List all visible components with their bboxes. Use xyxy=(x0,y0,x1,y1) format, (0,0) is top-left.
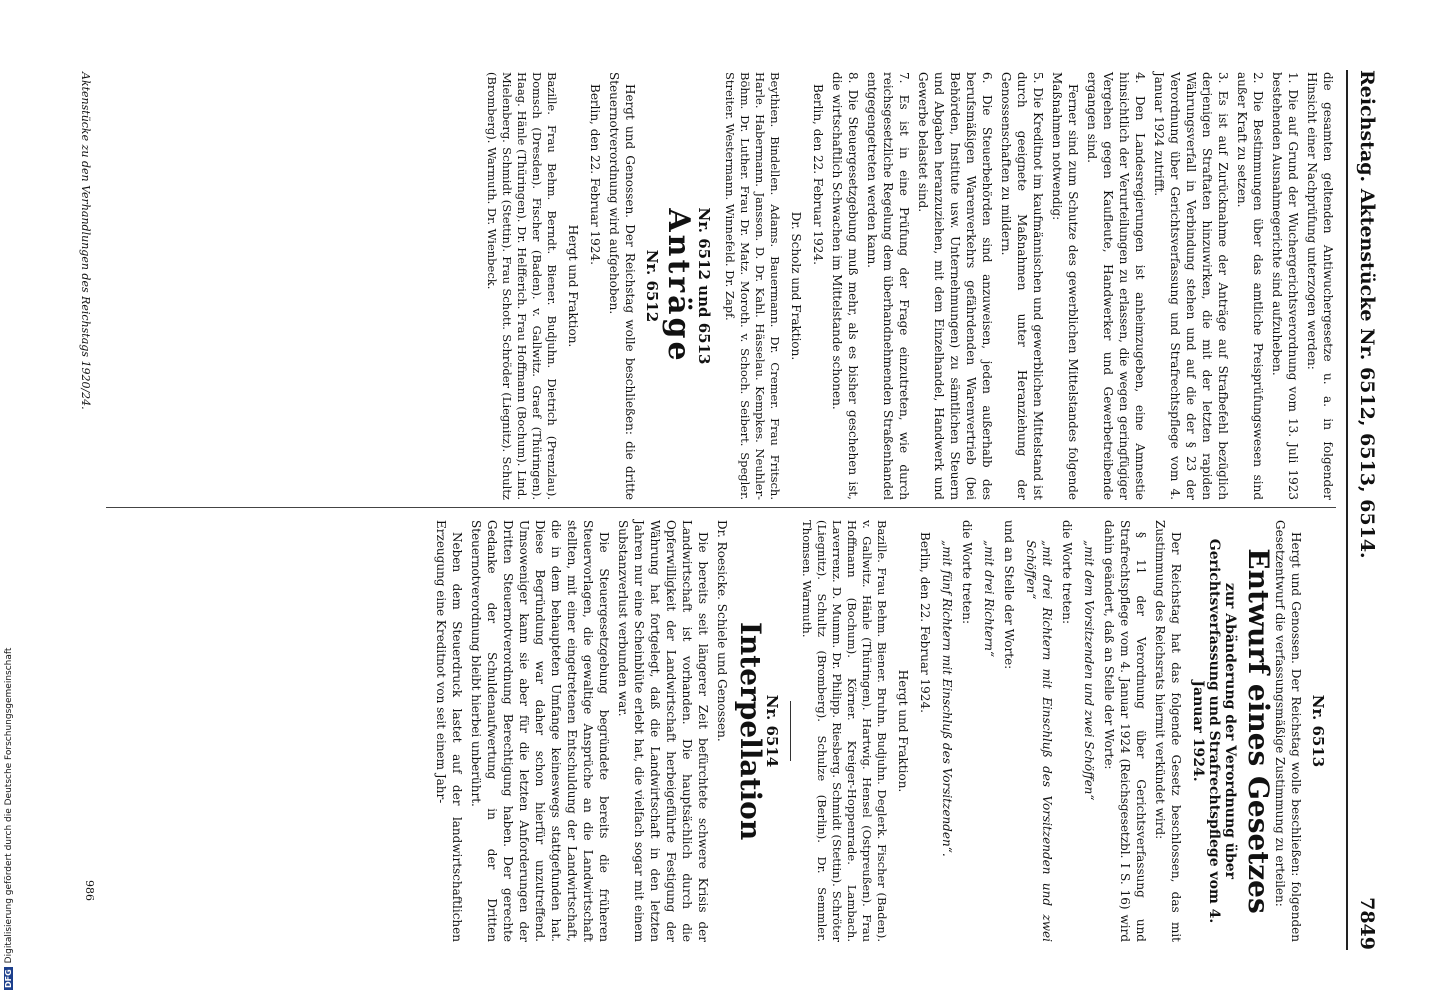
paragraph: Der Reichstag hat das folgende Gesetz beschlossen, das mit Zustimmung des Reichsrats hiermit verkündet wird: xyxy=(1153,520,1183,942)
page-footer: Aktenstücke zu den Verhandlungen des Reichstags 1920/24. xyxy=(79,72,92,410)
list-item: 4. Den Landesregierungen ist anheimzugeben, eine Amnestie hinsichtlich der Verurteilungen zu erlassen, die wegen geringfügiger Vergehen gegen Kaufleute, Handwerker und Gewerbetreibende ergangen sind. xyxy=(1085,72,1147,500)
signatories: Beythien. Bindellen. Adams. Bauermann. Dr. Cremer. Frau Fritsch. Harle. Habermann. Jansson. D. Dr. Kahl. Hässelau. Kempkes. Neuhler-Böhm. Dr. Luther. Frau Dr. Matz. Moroth. v. Schoch. Seibert. Spegler. Streiter. Westermann. Winnefeld. Dr. Zapf. xyxy=(723,72,782,500)
list-item: 6. Die Steuerbehörden sind anzuweisen, jeden außerhalb des berufsmäßigen Warenverkehrs gefährdenden Warenvertrieb (bei Behörden, Institute usw. Unternehmungen) zu sämtlichen Steuern und Abgaben heranzuziehen, mit dem Einzelhandel, Handwerk und Gewerbe belastet sind. xyxy=(916,72,994,500)
quote: „mit dem Vorsitzenden und zwei Schöffen“ xyxy=(1082,540,1096,801)
list-item: 3. Es ist auf Zurücknahme der Anträge auf Strafbefehl bezüglich derjenigen Straftaten hinzuwirken, die mit der letzten rapiden Währungsverfall in Verbindung stehen und auf die der § 23 der Verordnung über Gerichtsverfassung und Strafrechtspflege vom 4. Januar 1924 zutrifft. xyxy=(1152,72,1230,500)
divider-rule xyxy=(790,701,791,761)
paragraph: Ferner sind zum Schutze des gewerblichen Mittelstandes folgende Maßnahmen notwendig: xyxy=(1050,72,1080,500)
signature-heading: Dr. Scholz und Fraktion. xyxy=(789,211,803,361)
date-line: Berlin, den 22. Februar 1924. xyxy=(811,84,825,265)
section-title: Entwurf eines Gesetzes xyxy=(1242,548,1275,914)
document-number: Nr. 6512 und 6513 xyxy=(695,207,713,365)
right-column xyxy=(430,520,1336,942)
paragraph: Neben dem Steuerdruck lastet auf der landwirtschaftlichen Erzeugung eine Kreditnot von seit einem Jahr- xyxy=(434,520,464,942)
signature-heading: Dr. Roesicke. Schiele und Genossen. xyxy=(715,520,729,742)
list-item: 2. Die Bestimmungen über das amtliche Preisprüfungswesen sind außer Kraft zu setzen. xyxy=(1235,72,1265,500)
paragraph: Hergt und Genossen. Der Reichstag wolle beschließen: folgenden Gesetzentwurf die verfassungsmäßige Zustimmung zu erteilen: xyxy=(1273,520,1303,942)
quote: „mit fünf Richtern mit Einschluß des Vorsitzenden“. xyxy=(940,540,954,857)
list-item: 7. Es ist in eine Prüfung der Frage einzutreten, wie durch reichsgesetzliche Regelung dem überhandnehmenden Straßenhandel entgegengetreten werden kann. xyxy=(865,72,911,500)
paragraph: die Worte treten: xyxy=(1060,520,1074,625)
paragraph: die Worte treten: xyxy=(960,520,974,625)
column-divider xyxy=(106,507,1336,508)
paragraph: und an Stelle der Worte: xyxy=(1002,520,1016,670)
list-item: 8. Die Steuergesetzgebung muß mehr, als es bisher geschehen ist, die wirtschaftlich Schwachen im Mittelstande schonen. xyxy=(830,72,860,500)
bottom-page-number: 986 xyxy=(83,880,96,901)
signature-heading: Hergt und Fraktion. xyxy=(896,669,910,793)
paragraph: Die bereits seit längerer Zeit befürchtete schwere Krisis der Landwirtschaft ist vorhanden. Die hauptsächlich durch die Opferwilligkeit der Landwirtschaft herbeigeführte Festigung der Währung hat fortgelegt, daß die Landwirtschaft in den letzten Jahren nur eine Scheinblüte erlebt hat, die vielfach sogar mit einem Substanzverlust verbunden war. xyxy=(616,520,710,942)
date-line: Berlin, den 22. Februar 1924. xyxy=(918,532,932,713)
document-number: Nr. 6512 xyxy=(643,249,661,323)
date-line: Berlin, den 22. Februar 1924. xyxy=(588,84,602,265)
digitization-note xyxy=(0,0,20,1000)
signatories: Bazille. Frau Behm. Biener. Bruhn. Budjuhn. Deglerk. Fischer (Baden). v. Gallwitz. Hänle (Thüringen). Hartwig. Hensel (Ostpreußen). Frau Hoffmann (Bochum). Körner. Kreiger-Hoppenrade. Lambach. Laverrenz. D. Mumm. Dr. Philipp. Riesberg. Schmidt (Stettin). Schröter (Liegnitz). Schultz (Bromberg). Schulze (Berlin). Dr. Semmler. Thomsen. Warmuth. xyxy=(800,520,889,942)
left-column xyxy=(476,72,1336,500)
section-title: Anträge xyxy=(661,208,696,364)
quote: „mit drei Richtern mit Einschluß des Vorsitzenden und zwei Schöffen“ xyxy=(1024,540,1054,942)
section-title: Interpellation xyxy=(734,621,767,841)
quote: „mit drei Richtern“ xyxy=(982,540,996,658)
paragraph: Hergt und Genossen. Der Reichstag wolle beschließen: die dritte Steuernotverordnung wird aufgehoben. xyxy=(607,72,637,500)
page-number: 7849 xyxy=(1356,897,1378,950)
signatories: Bazille. Frau Behm. Berndt. Biener. Budjuhn. Dietrich (Prenzlau). Domsch (Dresden). Fischer (Baden). v. Gallwitz. Graef (Thüringen). Haag. Hänle (Thüringen). Dr. Helfferich. Frau Hoffmann (Bochum). Lind. Mielenberg. Schmidt (Stettin). Frau Schott. Schröder (Liegnitz). Schultz (Bromberg). Warmuth. Dr. Wienbeck. xyxy=(485,72,559,500)
paragraph: § 11 der Verordnung über Gerichtsverfassung und Strafrechtspflege vom 4. Januar 1924 (Reichsgesetzbl. I S. 16) wird dahin geändert, daß an Stelle der Worte: xyxy=(1102,520,1148,942)
section-subtitle: zur Abänderung der Verordnung über Gerichtsverfassung und Strafrechtspflege vom 4. Januar 1924. xyxy=(1190,538,1238,924)
document-number: Nr. 6513 xyxy=(1309,694,1327,768)
intro-paragraph: die gesamten geltenden Antiwuchergesetze u. a. in folgender Hinsicht einer Nachprüfung unterzogen werden: xyxy=(1305,72,1335,500)
signature-heading: Hergt und Fraktion. xyxy=(566,224,580,348)
paragraph: Die Steuergesetzgebung begründete bereits die früheren Steuervorlagen, die gewaltige Ansprüche an die Landwirtschaft stellten, mit einer eingetretenen Entschuldung der Landwirtschaft, die in dem behaupteten Umfange keineswegs stattgefunden hat. Diese Begründung war daher schon hierfür unzutreffend. Umsoweniger kann sie aber für die letzten Anforderungen der Dritten Steuernotverordnung Berechtigung haben. Der gerechte Gedanke der Schuldenaufwertung in der Dritten Steuernotverordnung bleibt hierbei unberührt. xyxy=(469,520,611,942)
document-number: Nr. 6514 xyxy=(763,694,781,768)
list-item: 1. Die auf Grund der Wuchergerichtsverordnung vom 13. Juli 1923 bestehenden Ausnahmegerichte sind aufzuheben. xyxy=(1270,72,1300,500)
dfg-logo-icon: DFG xyxy=(4,969,13,988)
page-header xyxy=(1346,70,1382,950)
digitization-credit: Digitalisierung gefördert durch die Deutsche Forschungsgemeinschaft xyxy=(4,647,14,964)
running-head: Reichstag. Aktenstücke Nr. 6512, 6513, 6514. xyxy=(1356,70,1378,559)
list-item: 5. Die Kreditnot im kaufmännischen und gewerblichen Mittelstand ist durch geeignete Maßnahmen unter Heranziehung der Genossenschaften zu mildern. xyxy=(999,72,1045,500)
